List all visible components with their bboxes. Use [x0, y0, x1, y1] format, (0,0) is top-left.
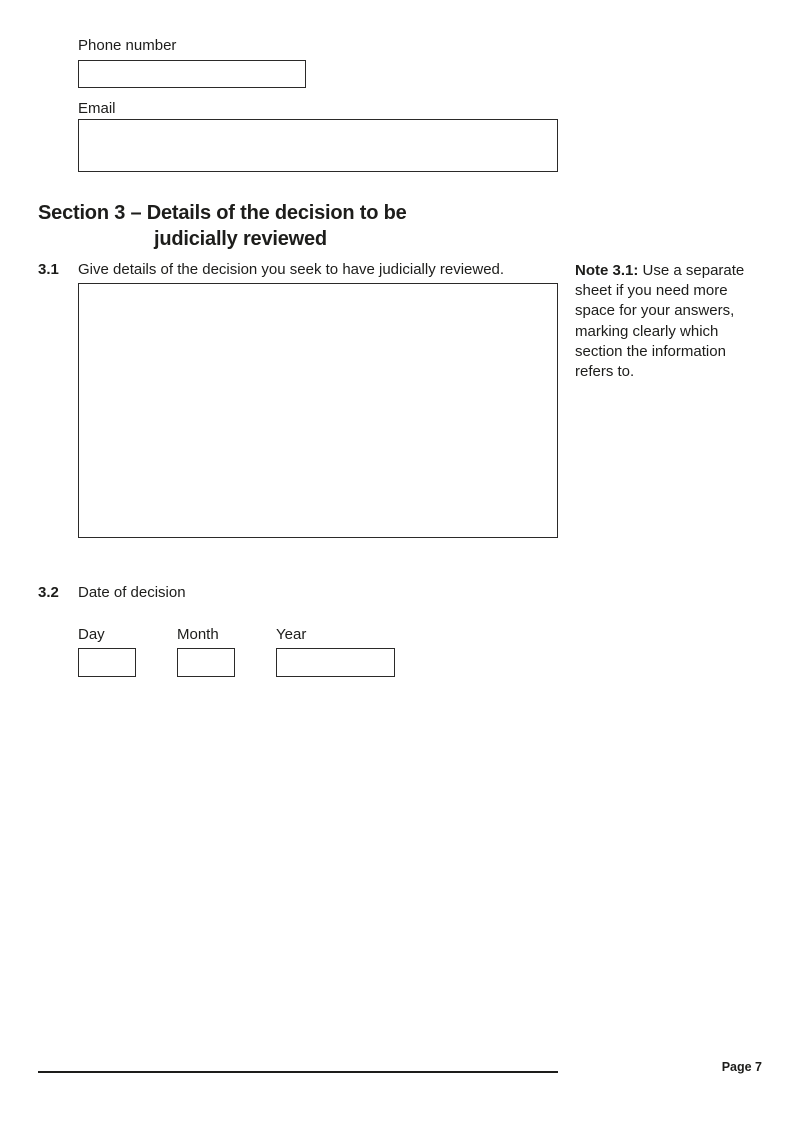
- question-3-2-number: 3.2: [38, 584, 59, 601]
- day-input[interactable]: [78, 648, 136, 677]
- note-3-1-text: Use a separate sheet if you need more space for your answers, marking clearly which section the information refers to.: [575, 262, 745, 381]
- section-3-heading-line2: judicially reviewed: [154, 228, 327, 250]
- phone-number-label: Phone number: [78, 37, 177, 54]
- year-input[interactable]: [276, 648, 395, 677]
- section-3-heading: [38, 200, 407, 252]
- phone-number-input[interactable]: [78, 60, 306, 88]
- year-label: Year: [276, 626, 307, 643]
- month-input[interactable]: [177, 648, 235, 677]
- question-3-2-prompt: Date of decision: [78, 584, 186, 601]
- email-input[interactable]: [78, 119, 558, 172]
- day-label: Day: [78, 626, 105, 643]
- question-3-1-prompt: Give details of the decision you seek to have judicially reviewed.: [78, 261, 505, 278]
- note-3-1: [575, 261, 757, 382]
- month-label: Month: [177, 626, 219, 643]
- page-number: Page 7: [721, 1060, 762, 1074]
- email-label: Email: [78, 100, 116, 117]
- section-3-heading-line1: Section 3 – Details of the decision to be: [38, 202, 407, 224]
- footer-rule: [38, 1071, 558, 1073]
- note-3-1-label: Note 3.1:: [575, 262, 639, 279]
- question-3-1-number: 3.1: [38, 261, 59, 278]
- decision-details-textarea[interactable]: [78, 283, 558, 538]
